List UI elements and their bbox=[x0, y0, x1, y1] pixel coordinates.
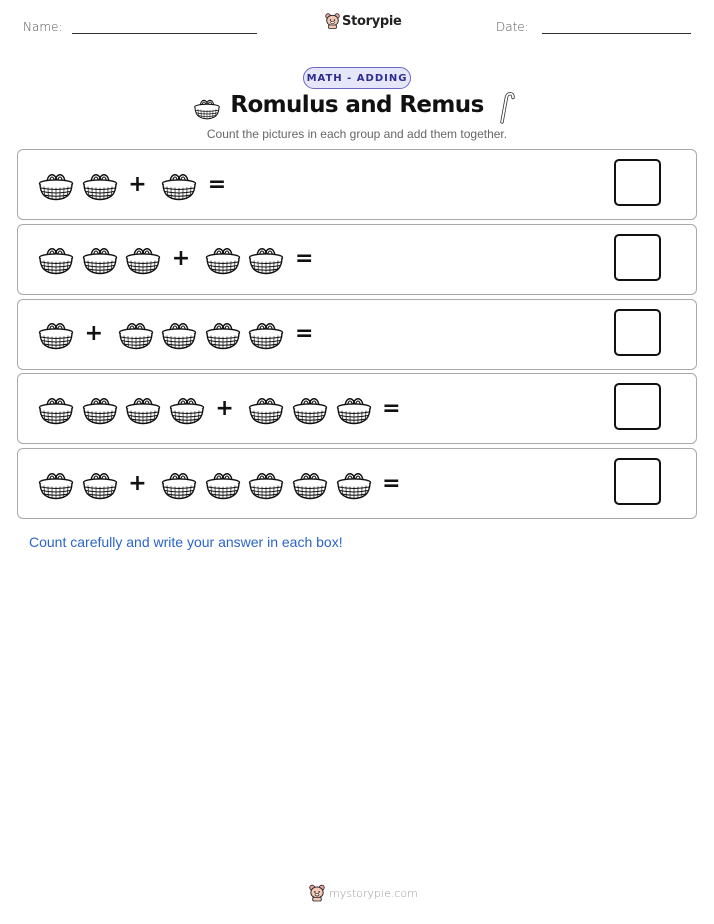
basket-icon bbox=[38, 169, 74, 201]
basket-icon bbox=[82, 243, 118, 275]
plus-sign: + bbox=[84, 321, 104, 347]
problem-items bbox=[38, 150, 241, 219]
basket-icon bbox=[38, 318, 74, 350]
basket-icon bbox=[292, 468, 328, 500]
problem-row bbox=[17, 149, 697, 220]
basket-icon bbox=[161, 169, 197, 201]
problem-items bbox=[38, 449, 415, 518]
brand-logo bbox=[325, 13, 402, 29]
answer-box[interactable] bbox=[614, 159, 661, 206]
bear-mascot-icon bbox=[309, 884, 325, 902]
equals-sign: = bbox=[382, 395, 401, 421]
basket-icon bbox=[205, 243, 241, 275]
problem-row bbox=[17, 299, 697, 370]
basket-icon bbox=[161, 468, 197, 500]
basket-icon bbox=[118, 318, 154, 350]
basket-icon bbox=[82, 468, 118, 500]
answer-box[interactable] bbox=[614, 458, 661, 505]
basket-icon bbox=[38, 468, 74, 500]
basket-icon bbox=[125, 393, 161, 425]
footer-url: mystorypie.com bbox=[329, 886, 418, 900]
date-line[interactable] bbox=[542, 33, 691, 34]
basket-icon bbox=[248, 393, 284, 425]
basket-icon bbox=[336, 468, 372, 500]
name-label: Name: bbox=[23, 20, 63, 34]
basket-icon bbox=[82, 393, 118, 425]
basket-icon bbox=[205, 318, 241, 350]
footer-note: Count carefully and write your answer in each box! bbox=[29, 534, 343, 550]
problem-items bbox=[38, 225, 328, 294]
answer-box[interactable] bbox=[614, 383, 661, 430]
basket-icon bbox=[248, 318, 284, 350]
problem-items bbox=[38, 300, 328, 369]
instructions: Count the pictures in each group and add them together. bbox=[206, 127, 508, 141]
basket-icon bbox=[125, 243, 161, 275]
equals-sign: = bbox=[294, 246, 314, 272]
basket-icon bbox=[161, 318, 197, 350]
basket-icon bbox=[292, 393, 328, 425]
equals-sign: = bbox=[294, 321, 314, 347]
basket-icon bbox=[248, 243, 284, 275]
answer-box[interactable] bbox=[614, 234, 661, 281]
basket-icon bbox=[248, 468, 284, 500]
plus-sign: + bbox=[128, 171, 147, 197]
problem-row bbox=[17, 224, 697, 295]
equals-sign: = bbox=[382, 470, 401, 496]
basket-icon bbox=[336, 393, 372, 425]
plus-sign: + bbox=[128, 470, 147, 496]
date-label: Date: bbox=[496, 20, 529, 34]
brand-name: Storypie bbox=[342, 13, 402, 29]
basket-icon bbox=[193, 96, 221, 120]
basket-icon bbox=[82, 169, 118, 201]
plus-sign: + bbox=[171, 246, 191, 272]
footer-brand bbox=[309, 884, 418, 902]
basket-icon bbox=[38, 393, 74, 425]
candy-cane-icon bbox=[497, 90, 517, 124]
bear-mascot-icon bbox=[325, 13, 340, 29]
answer-box[interactable] bbox=[614, 309, 661, 356]
basket-icon bbox=[169, 393, 205, 425]
page-title: Romulus and Remus bbox=[230, 92, 484, 118]
basket-icon bbox=[205, 468, 241, 500]
basket-icon bbox=[38, 243, 74, 275]
problem-items bbox=[38, 374, 415, 443]
category-badge: MATH - ADDING bbox=[303, 67, 411, 89]
problem-row bbox=[17, 373, 697, 444]
equals-sign: = bbox=[207, 171, 227, 197]
problem-row bbox=[17, 448, 697, 519]
name-line[interactable] bbox=[72, 33, 257, 34]
plus-sign: + bbox=[215, 395, 234, 421]
